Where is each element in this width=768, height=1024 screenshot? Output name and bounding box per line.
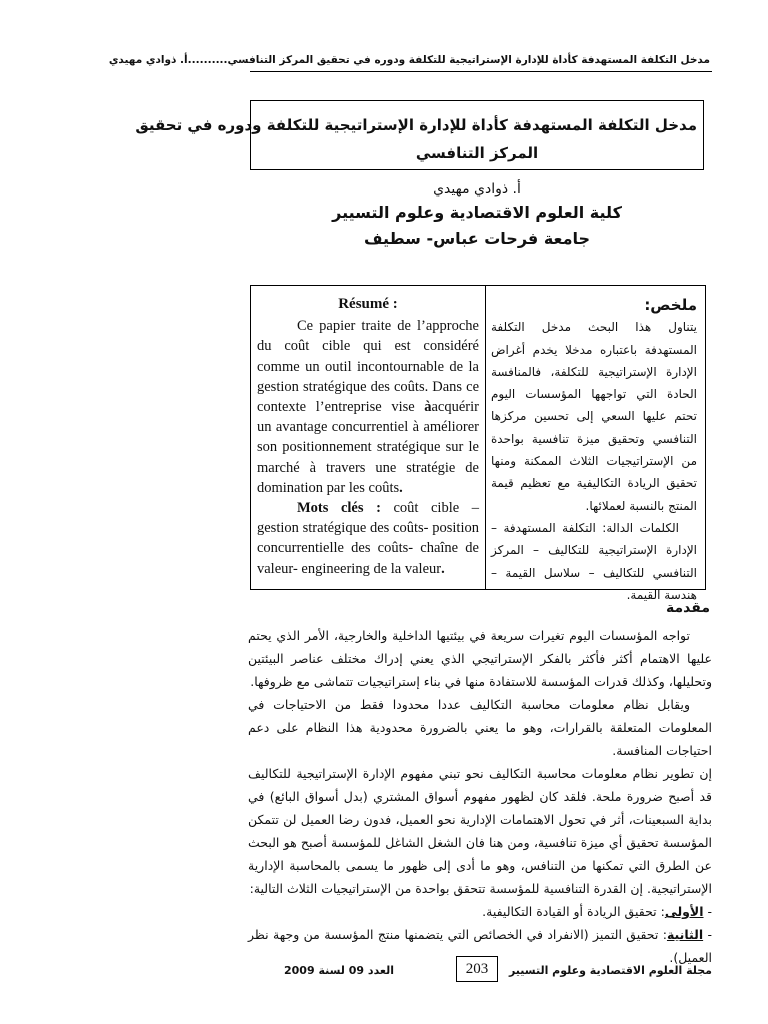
abstract-french-text-rest: acquérir un avantage concurrentiel à améliorer son positionnement stratégique sur le marché à travers une stratégie de domination par les coûts (257, 399, 479, 496)
abstract-french-text-vise: vise (381, 399, 425, 416)
author-faculty: كلية العلوم الاقتصادية وعلوم التسيير (332, 203, 622, 222)
intro-paragraph-3: إن تطوير نظام معلومات محاسبة التكاليف نحو تبني مفهوم الإدارة الإستراتيجية للتكاليف قد أصبح ضرورة ملحة. فلقد كان لظهور مفهوم أسواق المشتري (بدل أسواق البائع) في بداية السبعينات، أثر في تحول الاهتمامات الإدارية نحو العميل، فدون رضا العميل لن تتمكن المؤسسة تحقيق أي ميزة تنافسية، ومن هنا فان الشغل الشاغل للمؤسسة أصبح هو البحث عن الطرق التي تمكنها من التنافس، وهو ما أدى إلى ظهور ما يسمى بالمحاسبة الإدارية الإستراتيجية. إن القدرة التنافسية للمؤسسة تتحقق بواحدة من الإستراتيجيات الثلاث التالية: (248, 766, 712, 896)
page-number: 203 (456, 956, 498, 982)
footer-journal: مجلة العلوم الاقتصادية وعلوم التسيير (508, 964, 712, 977)
abstract-divider (485, 286, 486, 589)
abstract-french-body (257, 316, 479, 498)
paper-title-line-2: المركز التنافسي (415, 144, 539, 162)
running-header: مدخل التكلفة المستهدفة كأداة للإدارة الإستراتيجية للتكلفة ودوره في تحقيق المركز التنافسي..........أ. ذوادي مهيدي (108, 54, 710, 66)
abstract-french-text-a: à (424, 399, 432, 416)
abstract-french-text: Ce papier traite de l’approche du coût cible qui est considéré comme un outil incontournable de la gestion stratégique des coûts. Dans ce contexte l’ (257, 318, 479, 416)
keywords-text-fr: coût cible – gestion stratégique des coûts- position concurrentielle des coûts- chaîne de valeur- engineering de la valeur (257, 500, 479, 577)
list-bullet: - (703, 904, 712, 919)
abstract-french-text-entreprise: entreprise (324, 399, 382, 416)
abstract-arabic-heading: ملخص: (644, 296, 697, 314)
footer-issue: العدد 09 لسنة 2009 (284, 964, 395, 977)
keywords-label-fr: Mots clés : (297, 500, 381, 517)
author-university: جامعة فرحات عباس- سطيف (363, 229, 591, 248)
header-rule (250, 71, 712, 72)
list-bullet: - (703, 927, 712, 942)
abstract-french-heading: Résumé : (338, 296, 398, 312)
abstract-french-text-period: . (399, 479, 403, 496)
keywords-end-fr: . (441, 560, 445, 577)
introduction-heading: مقدمة (666, 600, 710, 616)
intro-paragraph-1: تواجه المؤسسات اليوم تغيرات سريعة في بيئتيها الداخلية والخارجية، الأمر الذي يحتم عليها الاهتمام أكثر فأكثر بالفكر الإستراتيجي الذي يعني إدراك مختلف عناصر البيئتين وتحليلها، وكذلك قدرات المؤسسة للاستفادة منها في بناء إستراتيجيات تتماشى مع ظروفها. (248, 628, 712, 689)
page-footer (248, 956, 712, 986)
abstract-arabic-body: يتناول هذا البحث مدخل التكلفة المستهدفة باعتباره مدخلا يخدم أغراض الإدارة الإستراتيجية للتكلفة، فالمنافسة الحادة التي تواجهها المؤسسات اليوم تحتم عليها السعي إلى تحسين مركزها التنافسي وتحقيق ميزة تنافسية بواحدة من الإستراتيجيات الثلاث الممكنة ومنها تحقيق الريادة التكاليفية مع تعظيم قيمة المنتج بالنسبة لعملائها. (491, 320, 697, 513)
abstract-arabic (491, 294, 697, 606)
introduction-body (248, 624, 712, 969)
abstract-box (250, 285, 706, 602)
paper-title-line-1: مدخل التكلفة المستهدفة كأداة للإدارة الإستراتيجية للتكلفة ودوره في تحقيق (135, 116, 697, 134)
intro-paragraph-2: ويقابل نظام معلومات محاسبة التكاليف عددا محدودا فقط من الاحتياجات في المعلومات المتعلقة بالقرارات، وهو ما يعني بالضرورة محدودية هذا النظام على دعم احتياجات المنافسة. (248, 697, 712, 758)
abstract-french-keywords (257, 498, 479, 579)
list-item-1-label: الأولى (664, 904, 704, 919)
author-name: أ. ذوادي مهيدي (433, 181, 521, 197)
title-box (135, 100, 704, 170)
abstract-french (257, 294, 479, 579)
list-item-2-text: : تحقيق التميز (الانفراد في الخصائص التي يتضمنها منتج المؤسسة من وجهة نظر العميل). (248, 927, 712, 965)
list-item-1-text: : تحقيق الريادة أو القيادة التكاليفية. (482, 904, 665, 919)
abstract-arabic-keywords: الكلمات الدالة: التكلفة المستهدفة – الإدارة الإستراتيجية للتكاليف – المركز التنافسي للتكاليف – سلاسل القيمة – هندسة القيمة. (491, 520, 697, 602)
list-item-2-label: الثانية (666, 927, 704, 942)
intro-list-item-1 (248, 900, 712, 923)
author-block (250, 178, 704, 252)
